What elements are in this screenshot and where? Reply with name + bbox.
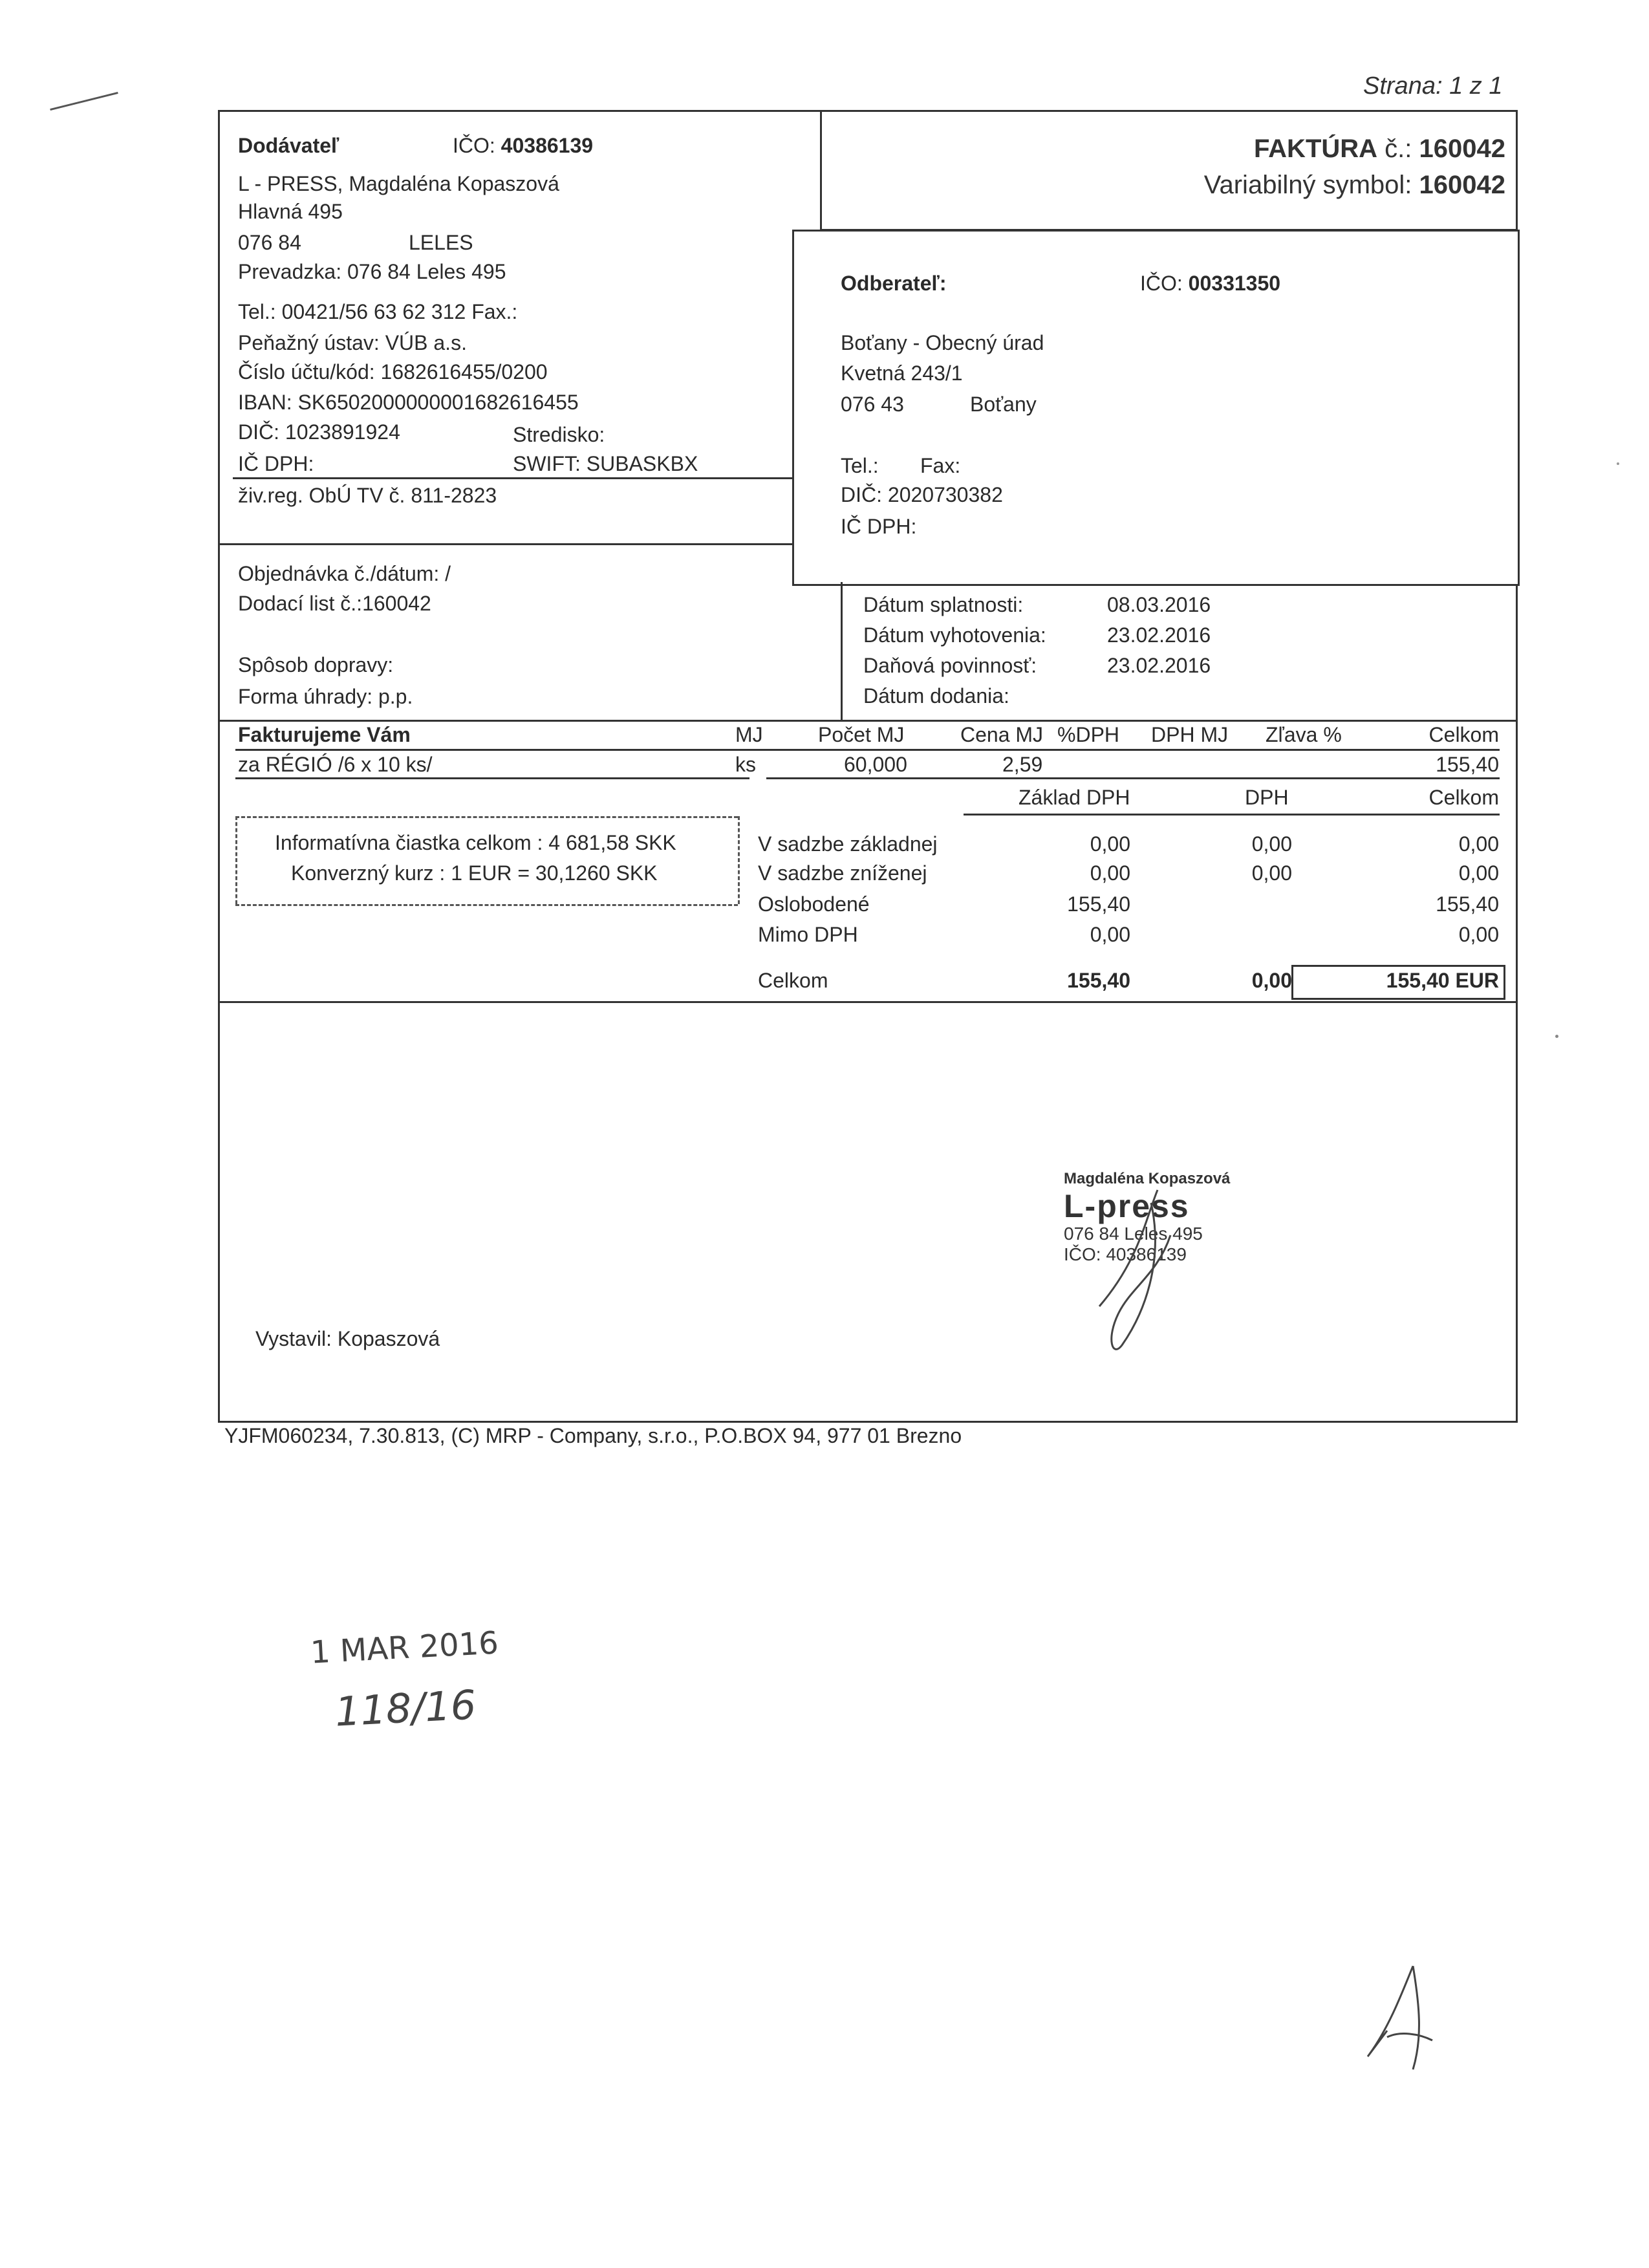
- page-number-label: Strana:: [1363, 72, 1443, 100]
- items-header-celkom: Celkom: [1428, 723, 1499, 746]
- supplier-prevadzka: Prevadzka: 076 84 Leles 495: [238, 260, 506, 283]
- stamp-name: Magdaléna Kopaszová: [1064, 1170, 1231, 1187]
- summary-label: V sadzbe základnej: [758, 832, 938, 856]
- customer-zip: 076 43: [841, 393, 904, 416]
- order-number: Objednávka č./dátum: /: [238, 562, 451, 585]
- supplier-ico-label: IČO:: [453, 134, 495, 157]
- item-mj: ks: [735, 753, 756, 776]
- customer-dic: DIČ: 2020730382: [841, 483, 1003, 506]
- order-line: [220, 543, 792, 545]
- page-number: [1363, 72, 1502, 100]
- signature-icon: [1061, 1183, 1216, 1365]
- info-box-bottom: [235, 904, 738, 906]
- customer-ico: [1140, 270, 1280, 296]
- summary-header-celkom: Celkom: [1428, 786, 1499, 809]
- summary-header-zaklad: Základ DPH: [1018, 786, 1130, 809]
- supplier-bank: Peňažný ústav: VÚB a.s.: [238, 331, 467, 354]
- delivery-note: Dodací list č.:160042: [238, 592, 431, 615]
- footer-software: YJFM060234, 7.30.813, (C) MRP - Company, s.r.o., P.O.BOX 94, 977 01 Brezno: [224, 1424, 962, 1447]
- item-celkom: 155,40: [1436, 753, 1499, 776]
- scan-mark: [50, 92, 118, 111]
- summary-dph: 0,00: [1251, 832, 1292, 856]
- item-cena: 2,59: [1002, 753, 1043, 776]
- supplier-ico: [453, 133, 593, 158]
- customer-fax: Fax:: [920, 454, 961, 477]
- customer-ico-value: 00331350: [1188, 272, 1281, 295]
- items-bottom-line: [235, 777, 749, 779]
- items-header-mj: MJ: [735, 723, 763, 746]
- total-zaklad: 155,40: [1067, 969, 1130, 992]
- total-celkom: 155,40 EUR: [1386, 969, 1499, 992]
- total-label: Celkom: [758, 969, 828, 992]
- date-delivery-label: Dátum dodania:: [863, 684, 1009, 707]
- items-header-pocet: Počet MJ: [818, 723, 905, 746]
- summary-zaklad: 0,00: [1090, 923, 1130, 946]
- supplier-dic: DIČ: 1023891924: [238, 420, 400, 444]
- invoice-title: [1254, 135, 1505, 164]
- invoice-number: 160042: [1419, 135, 1505, 163]
- info-box-right: [738, 816, 740, 904]
- date-due-value: 08.03.2016: [1107, 593, 1211, 616]
- summary-celkom: 0,00: [1458, 832, 1499, 856]
- info-box-top: [235, 816, 738, 818]
- items-header-dph-mj: DPH MJ: [1151, 723, 1229, 746]
- date-due-label: Dátum splatnosti:: [863, 593, 1024, 616]
- payment-method: Forma úhrady: p.p.: [238, 685, 413, 708]
- supplier-iban: IBAN: SK6502000000001682616455: [238, 391, 579, 414]
- supplier-reg: živ.reg. ObÚ TV č. 811-2823: [238, 484, 497, 507]
- supplier-account: Číslo účtu/kód: 1682616455/0200: [238, 360, 548, 383]
- info-rate: Konverzný kurz : 1 EUR = 30,1260 SKK: [291, 861, 658, 885]
- info-box-left: [235, 816, 237, 904]
- vs-value: 160042: [1419, 171, 1505, 199]
- supplier-heading: Dodávateľ: [238, 134, 339, 157]
- page-number-value: 1 z 1: [1449, 72, 1503, 100]
- customer-ic-dph: IČ DPH:: [841, 515, 917, 538]
- items-header-desc: Fakturujeme Vám: [238, 723, 411, 746]
- summary-dph: 0,00: [1251, 861, 1292, 885]
- invoice-title-label: FAKTÚRA: [1253, 135, 1378, 163]
- stamp-address: 076 84 Leles 495: [1064, 1224, 1203, 1244]
- items-header-zlava: Zľava %: [1266, 723, 1342, 746]
- summary-header-line: [964, 814, 1500, 815]
- date-issue-value: 23.02.2016: [1107, 623, 1211, 647]
- invoice-title-c: č.:: [1385, 135, 1412, 163]
- info-amount: Informatívna čiastka celkom : 4 681,58 SKK: [275, 831, 676, 854]
- item-pocet: 60,000: [844, 753, 907, 776]
- summary-label: V sadzbe zníženej: [758, 861, 927, 885]
- date-tax-value: 23.02.2016: [1107, 654, 1211, 677]
- dates-divider: [841, 582, 843, 721]
- summary-label: Oslobodené: [758, 892, 870, 916]
- summary-celkom: 155,40: [1436, 892, 1499, 916]
- supplier-stredisko: Stredisko:: [513, 423, 605, 446]
- customer-city: Boťany: [970, 393, 1037, 416]
- customer-ico-label: IČO:: [1140, 272, 1183, 295]
- scan-speck: [1555, 1035, 1558, 1038]
- total-bottom-line: [220, 1001, 1516, 1003]
- supplier-ic-dph: IČ DPH:: [238, 452, 314, 475]
- initials-icon: [1361, 1960, 1445, 2076]
- supplier-street: Hlavná 495: [238, 200, 343, 223]
- supplier-reg-line: [233, 477, 792, 479]
- vs-label: Variabilný symbol:: [1203, 171, 1412, 199]
- supplier-zip: 076 84: [238, 231, 301, 254]
- stamp-ico: IČO: 40386139: [1064, 1244, 1187, 1264]
- summary-zaklad: 0,00: [1090, 861, 1130, 885]
- date-tax-label: Daňová povinnosť:: [863, 654, 1037, 677]
- summary-label: Mimo DPH: [758, 923, 858, 946]
- issued-by: Vystavil: Kopaszová: [255, 1327, 440, 1350]
- transport-method: Spôsob dopravy:: [238, 653, 394, 676]
- registration-number: 118/16: [334, 1681, 477, 1736]
- items-header-dph-pct: %DPH: [1057, 723, 1120, 746]
- item-desc: za RÉGIÓ /6 x 10 ks/: [238, 753, 433, 776]
- customer-name: Boťany - Obecný úrad: [841, 331, 1044, 354]
- header-divider: [820, 110, 822, 230]
- variable-symbol: [1204, 171, 1505, 200]
- summary-header-dph: DPH: [1245, 786, 1289, 809]
- total-dph: 0,00: [1251, 969, 1292, 992]
- date-issue-label: Dátum vyhotovenia:: [863, 623, 1046, 647]
- items-header-line: [235, 749, 1500, 751]
- supplier-swift: SWIFT: SUBASKBX: [513, 452, 698, 475]
- customer-tel: Tel.:: [841, 454, 879, 477]
- summary-zaklad: 155,40: [1067, 892, 1130, 916]
- customer-heading: Odberateľ:: [841, 272, 947, 295]
- received-date-stamp: 1 MAR 2016: [309, 1625, 500, 1671]
- supplier-tel: Tel.: 00421/56 63 62 312 Fax.:: [238, 300, 518, 323]
- summary-celkom: 0,00: [1458, 861, 1499, 885]
- supplier-city: LELES: [409, 231, 473, 254]
- supplier-ico-value: 40386139: [501, 134, 594, 157]
- summary-celkom: 0,00: [1458, 923, 1499, 946]
- items-header-cena: Cena MJ: [960, 723, 1044, 746]
- items-bottom-line-right: [766, 777, 1500, 779]
- supplier-name: L - PRESS, Magdaléna Kopaszová: [238, 172, 559, 195]
- scan-speck: [1617, 462, 1619, 465]
- summary-zaklad: 0,00: [1090, 832, 1130, 856]
- stamp-company: L-press: [1064, 1188, 1190, 1224]
- customer-street: Kvetná 243/1: [841, 362, 963, 385]
